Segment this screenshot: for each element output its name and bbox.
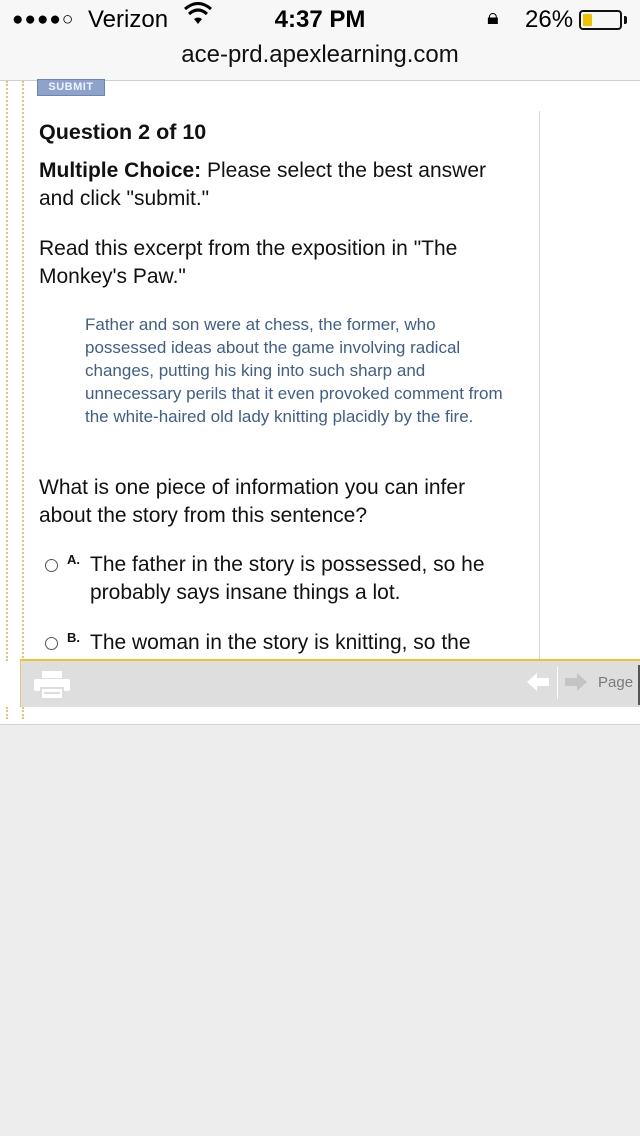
battery-level-fill bbox=[583, 14, 592, 26]
battery-tip bbox=[624, 16, 627, 24]
mc-label: Multiple Choice: bbox=[39, 159, 202, 182]
choice-letter: A. bbox=[67, 552, 80, 567]
battery-icon bbox=[579, 10, 622, 30]
toolbar-divider bbox=[557, 667, 558, 699]
forward-arrow-icon[interactable] bbox=[565, 672, 587, 692]
battery-percent: 26% bbox=[525, 6, 574, 33]
frame-border bbox=[6, 707, 24, 719]
excerpt-quote: Father and son were at chess, the former, who possessed ideas about the game involving radical changes, putting his king into such sharp and unnecessary perils that it even provoked comment from the white-haired old lady knitting placidly by the fire. bbox=[85, 315, 503, 426]
radio-button-a[interactable] bbox=[45, 559, 58, 572]
carrier-name: Verizon bbox=[88, 6, 169, 33]
rotation-lock-icon: 🔒︎ bbox=[487, 4, 499, 29]
clock: 4:37 PM bbox=[274, 6, 366, 33]
back-arrow-icon[interactable] bbox=[527, 672, 549, 692]
status-bar bbox=[0, 0, 640, 81]
page-label[interactable]: Page bbox=[598, 674, 634, 691]
print-icon[interactable] bbox=[34, 671, 70, 699]
submit-button[interactable]: SUBMIT bbox=[37, 79, 105, 96]
choice-text: The woman in the story is knitting, so the bbox=[90, 631, 471, 654]
question-title: Question 2 of 10 bbox=[39, 120, 207, 144]
signal-icon: ●●●●○ bbox=[12, 9, 75, 30]
mc-instruction: Please select the best answer and click "submit." bbox=[39, 159, 486, 210]
question-prompt: What is one piece of information you can infer about the story from this sentence? bbox=[39, 476, 466, 527]
excerpt-intro: Read this excerpt from the exposition in "The Monkey's Paw." bbox=[39, 237, 458, 288]
radio-button-b[interactable] bbox=[45, 637, 58, 650]
content-frame bbox=[0, 81, 640, 725]
instructions bbox=[39, 157, 519, 213]
address-bar[interactable]: ace-prd.apexlearning.com bbox=[181, 41, 459, 68]
question-panel bbox=[20, 111, 540, 659]
choice-letter: B. bbox=[67, 630, 80, 645]
bottom-toolbar bbox=[20, 659, 640, 707]
choice-text: The father in the story is possessed, so he probably says insane things a lot. bbox=[90, 553, 485, 604]
